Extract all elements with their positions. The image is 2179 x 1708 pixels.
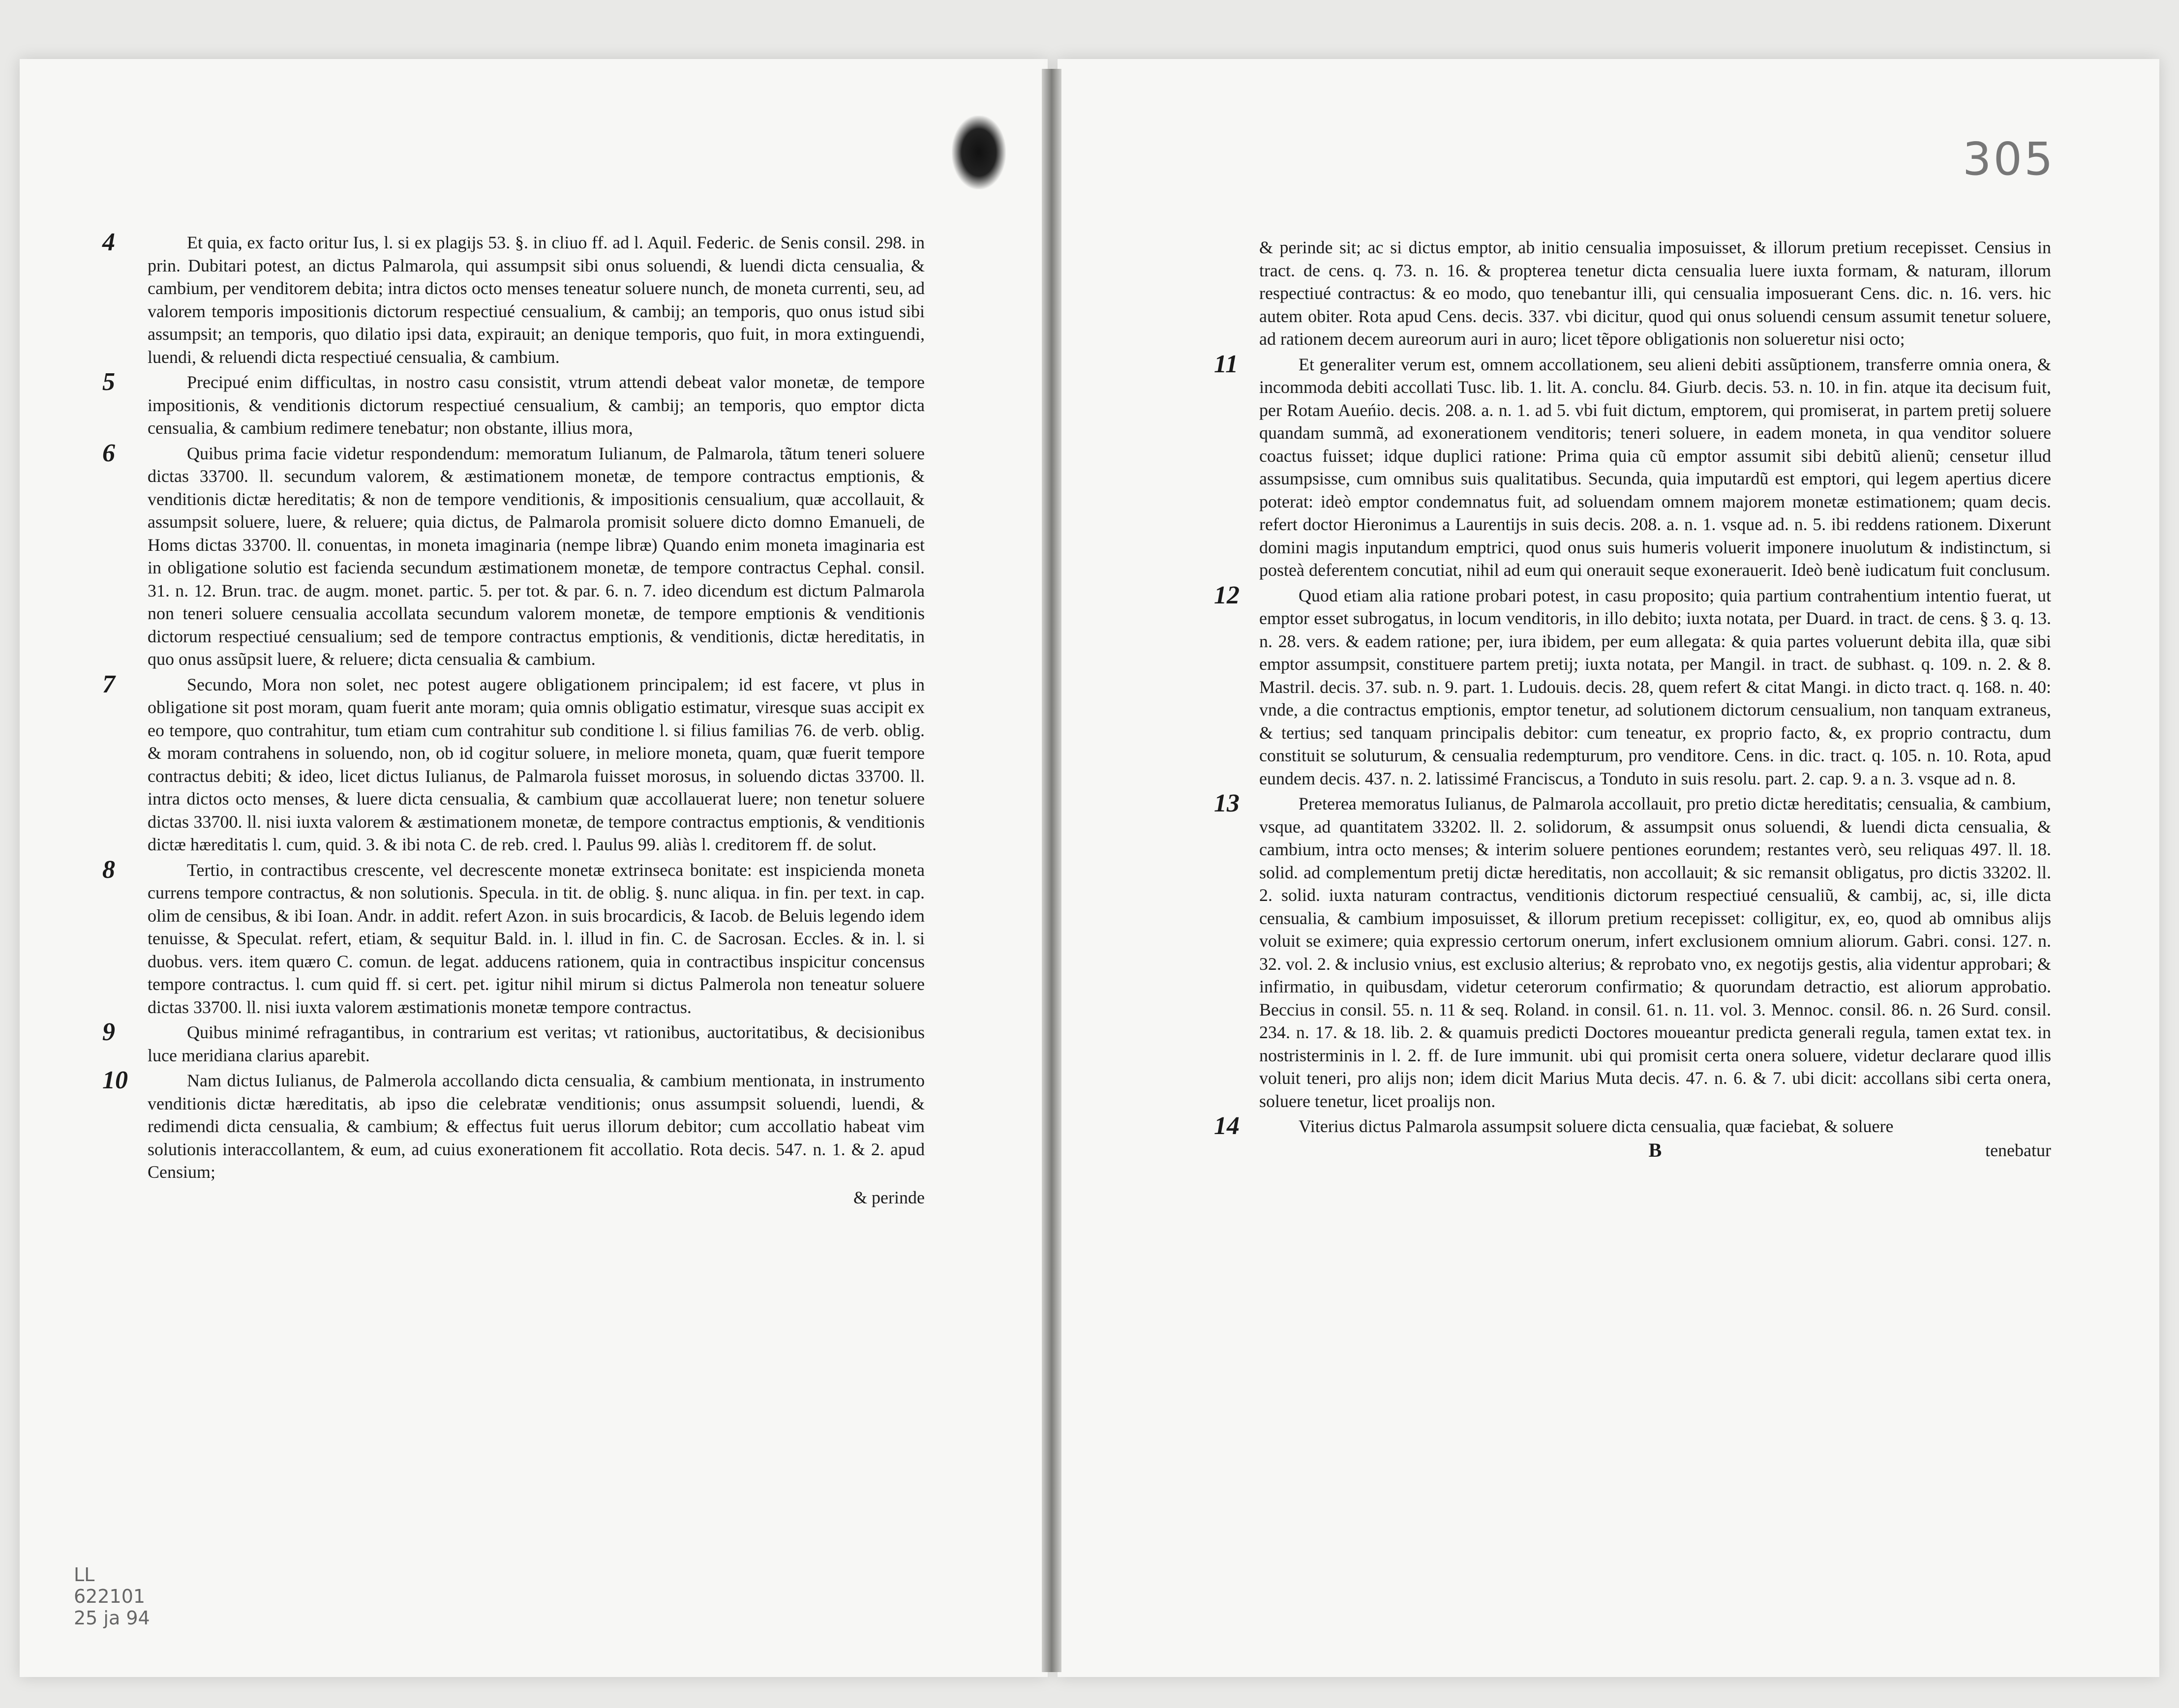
signature-letter: B [1648,1139,1662,1161]
paragraph-text: Viterius dictus Palmarola assumpsit soluere dicta censualia, quæ faciebat, & soluere [1299,1116,1894,1136]
paragraph-text: Quibus prima facie videtur respondendum: memoratum Iulianum, de Palmarola, tãtum teneri soluere dictas 33700. ll. secundum valorem, & æstimationem monetæ, de tempore contractus emptionis, & venditionis dictæ hereditatis; & non de tempore venditionis, & impositionis censualium, quæ accollauit, & assumpsit soluere, luere, & reluere; quia dictus, de Palmarola promisit soluere dicto domno Emanueli, de Homs dictas 33700. ll. conuentas, in moneta imaginaria (nempe libræ) Quando enim moneta imaginaria est in obligatione solutio est facienda secundum æstimationem monetæ, de tempore contractus Cephal. consil. 31. n. 12. Brun. trac. de augm. monet. partic. 5. per tot. & par. 6. n. 7. ideo dicendum est dictum Palmarola non teneri soluere censualia accollata secundum valorem monetæ, de tempore emptionis & venditionis dictorum respectiué censualium; sed de tempore contractus emptionis, & venditionis, dictæ hereditatis, in quo onus assũpsit luere, & reluere; dicta censualia & cambium. [148,443,925,669]
paragraph [102,439,925,671]
right-text-column [1214,236,2051,1161]
paragraph-number: 7 [102,670,115,698]
paragraph-text: Nam dictus Iulianus, de Palmerola accollando dicta censualia, & cambium mentionata, in instrumento venditionis dictæ hæreditatis, ab ipso die celebratæ venditionis; onus assumpsit soluendi, luendi, & redimendi dicta censualia, & cambium; & effectus fuit uerus illorum debitor; cum accollatio habeat vim solutionis interaccollantem, & eum, ad cuius exonerationem fit accollatio. Rota decis. 547. n. 1. & 2. apud Censium; [148,1071,925,1182]
paragraph [1214,581,2051,790]
paragraph-number: 13 [1214,789,1240,817]
paragraph [1214,789,2051,1112]
paragraph [1214,350,2051,582]
signature-mark [1259,1140,2051,1160]
paragraph-text: Secundo, Mora non solet, nec potest augere obligationem principalem; id est facere, vt plus in obligatione sit post moram, quam fuerit ante moram; quia omnis obligatio estimatur, viresque suas accipit ex eo tempore, quo contrahitur, tum etiam cum contrahitur sub conditione l. si filius familias 76. de verb. oblig. & moram contrahens in soluendo, non, ob id cogitur soluere, in meliore moneta, quam, quæ fuerit tempore contractus debiti; & ideo, licet dictus Iulianus, de Palmarola fuisset morosus, in soluendo dictas 33700. ll. intra dictos octo menses, & luere dicta censualia, & cambium quæ accollauerat luere; non tenetur soluere dictas 33700. ll. nisi iuxta valorem & æstimationem monetæ, de tempore contractus emptionis, & venditionis dictæ hæreditatis l. cum, quid. 3. & ibi nota C. de reb. cred. l. Paulus 99. aliàs l. creditorem ff. de solut. [148,674,925,854]
paragraph-text: Tertio, in contractibus crescente, vel decrescente monetæ extrinseca bonitate: est inspicienda moneta currens tempore contractus, & non solutionis. Specula. in tit. de oblig. §. nunc aliqua. in fin. per text. in cap. olim de censibus, & ibi Ioan. Andr. in addit. refert Azon. in suis brocardicis, & Iacob. de Beluis legendo idem tenuisse, & Speculat. refert, etiam, & sequitur Bald. in. l. illud in fin. C. de Sacrosan. Eccles. & in. l. si duobus. vers. item quæro C. comun. de legat. adducens rationem, quia in contractibus inspicitur concensus tempore contractus. l. cum quid ff. si cert. pet. igitur nihil mirum si dictus Palmerola non teneatur soluere dictas 33700. ll. nisi iuxta valorem æstimationis monetæ tempore contractus. [148,860,925,1017]
paragraph [102,1018,925,1067]
paragraph [102,1066,925,1184]
paragraph-number: 8 [102,855,115,884]
paragraph-number: 6 [102,439,115,467]
left-text-column [102,228,925,1209]
paragraph-text: & perinde sit; ac si dictus emptor, ab initio censualia imposuisset, & illorum pretium recepisset. Censius in tract. de cens. q. 73. n. 16. & propterea tenetur dicta censualia luere iuxta formam, & naturam, illorum respectiué contractus: & eo modo, quo tenebantur illi, qui censualia imposuerant Cens. dic. n. 16. vers. hic autem obiter. Rota apud Cens. decis. 337. vbi dicitur, quod qui onus soluendi censum assumit tenetur soluere, ad rationem decem aureorum auri in auro; licet tẽpore obligationis non solueretur nisi octo; [1259,238,2051,349]
paragraph-text: Et quia, ex facto oritur Ius, l. si ex plagijs 53. §. in cliuo ff. ad l. Aquil. Federic. de Senis consil. 298. in prin. Dubitari potest, an dictus Palmarola, qui assumpsit sibi onus soluendi, & luendi dicta censualia, & cambium, per venditorem debita; intra dictos octo menses teneatur soluere nunch, de moneta currenti, seu, ad valorem temporis impositionis dictorum respectiué censualium, & cambij; an temporis, quo onus istud sibi assumpsit; an temporis, quo dilatio ipsi data, expirauit; an denique temporis, quo fuit, in mora extinguendi, luendi, & reluendi dicta respectiué censualia, & cambium. [148,233,925,367]
pencil-note-line: 622101 [74,1586,146,1607]
paragraph-number: 11 [1214,350,1239,378]
paragraph-number: 12 [1214,581,1240,609]
paragraph-number: 9 [102,1018,115,1046]
paragraph [102,670,925,856]
paragraph [1259,236,2051,351]
paragraph-number: 5 [102,368,115,396]
folio-number: 305 [1963,133,2055,185]
paragraph [102,368,925,440]
paragraph [1214,1112,2051,1140]
paragraph [102,855,925,1019]
catchword: tenebatur [1985,1140,2051,1160]
paragraph-text: Et generaliter verum est, omnem accollationem, seu alieni debiti assũptionem, transferre omnia onera, & incommoda debiti accollati Tusc. lib. 1. lit. A. conclu. 84. Giurb. decis. 53. n. 10. in fin. atque ita decisum fuit, per Rotam Aueńio. decis. 208. a. n. 1. ad 5. vbi fuit dictum, emptorem, qui promiserat, in partem pretij soluere quandam summã, ad exonerationem venditoris; teneri soluere, in eadem moneta, in qua venditor soluere coactus fuisset; idque duplici ratione: Prima quia cũ emptor assumit sibi debitũ alienũ; censetur illud assumpsisse, cum omnibus suis qualitatibus. Secunda, quia imputardũ est emptori, qui legem apertius dicere poterat: ideò emptor condemnatus fuit, ad soluendam omnem majorem monetæ estimationem; quam decis. refert doctor Hieronimus a Laurentijs in suis decis. 208. a. n. 1. vsque ad. n. 5. ibi reddens rationem. Dixerunt domini magis inputandum emptrici, quod onus suis humeris voluerit imponere inuolutum & indistinctum, si posteà deferentem concutiat, nihil ad eum qui onerauit seque exonerauerit. Ideò benè iudicatum fuit conclusum. [1259,354,2051,580]
paragraph-number: 4 [102,228,115,256]
pencil-note-line: 25 ja 94 [74,1607,150,1629]
book-gutter [1042,69,1061,1672]
paragraph-text: Preterea memoratus Iulianus, de Palmarola accollauit, pro pretio dictæ hereditatis; censualia, & cambium, vsque, ad quantitatem 33202. ll. 2. solidorum, & assumpsit onus soluendi, & luendi dicta censualia, & cambium, intra octo menses; & interim soluere pentiones eorundem; restantes verò, seu reliquas 497. ll. 18. solid. ad complementum pretij dictæ hereditatis, non accollauit; & sic remansit obligatus, pro dictis 33202. ll. 2. solid. iuxta naturam contractus, venditionis dictorum respectiué censualiũ, & cambij, ac, si, ille dicta censualia, & cambium imposuisset, & illorum pretium recepisset: colligitur, ex, eo, quod ab omnibus alijs voluit se eximere; quia expressio certorum onerum, infert exclusionem omnium aliorum. Gabri. consi. 127. n. 32. vol. 2. & inclusio vnius, est exclusio alterius; & reprobato vno, ex negotijs gestis, alia videntur approbari; & infirmatio, in quibusdam, videtur ceterorum confirmatio; & quorundam detractio, est aliorum approbatio. Beccius in consil. 55. n. 11 & seq. Roland. in consil. 61. n. 11. vol. 3. Mennoc. consil. 86. n. 26 Surd. consil. 234. n. 17. & 18. lib. 2. & quamuis predicti Doctores moueantur predicta generali regula, tamen extat tex. in nostristerminis in l. 2. ff. de Iure immunit. ubi qui promisit certa onera soluere, videtur declarare quod illis voluit teneri, pro alijs non; idem dicit Marius Muta decis. 47. n. 6. & 7. ubi dicit: accollans sibi certa onera, soluere tenetur, licet proalijs non. [1259,794,2051,1111]
paragraph-number: 10 [102,1066,128,1094]
ink-stain [952,116,1006,189]
paragraph-text: Precipué enim difficultas, in nostro casu consistit, vtrum attendi debeat valor monetæ, de tempore impositionis, & venditionis dictorum respectiué censualium, & cambij; an temporis, quo emptor dicta censualia, & cambium redimere tenebatur; non obstante, illius mora, [148,372,925,438]
paragraph [102,228,925,368]
pencil-note-line: LL [74,1564,95,1586]
paragraph-text: Quod etiam alia ratione probari potest, in casu proposito; quia partium contrahentium intentio fuerat, ut emptor esset subrogatus, in locum venditoris, in illo debito; iuxta notata, per Duard. in tract. de cens. § 3. q. 13. n. 28. vers. & eadem ratione; per, iura ibidem, per eum allegata: & quia partes voluerunt debita illa, quæ sibi emptor assumpsit, constituere partem pretij; iuxta notata, per Mangil. in tract. de subhast. q. 109. n. 2. & 8. Mastril. decis. 37. sub. n. 9. part. 1. Ludouis. decis. 28, quem refert & citat Mangi. in dicto tract. q. 168. n. 40: vnde, a die contractus emptionis, emptor tenetur, ad solutionem dictorum censualium, non tanquam extraneus, & tertius; sed tanquam principalis debitor: cum teneatur, ex proprio facto, &, ex proprio contractu, dum constituit se soluturum, & censualia redempturum, pro venditore. Cens. in dic. tract. q. 105. n. 10. Rota, apud eundem decis. 437. n. 2. latissimé Franciscus, a Tonduto in suis resolu. part. 2. cap. 9. a n. 3. vsque ad n. 8. [1259,585,2051,788]
paragraph-number: 14 [1214,1112,1240,1140]
pencil-note [74,1564,150,1629]
paragraph-text: Quibus minimé refragantibus, in contrarium est veritas; vt rationibus, auctoritatibus, & decisionibus luce meridiana clarius aparebit. [148,1022,925,1065]
catchword: & perinde [853,1187,925,1207]
